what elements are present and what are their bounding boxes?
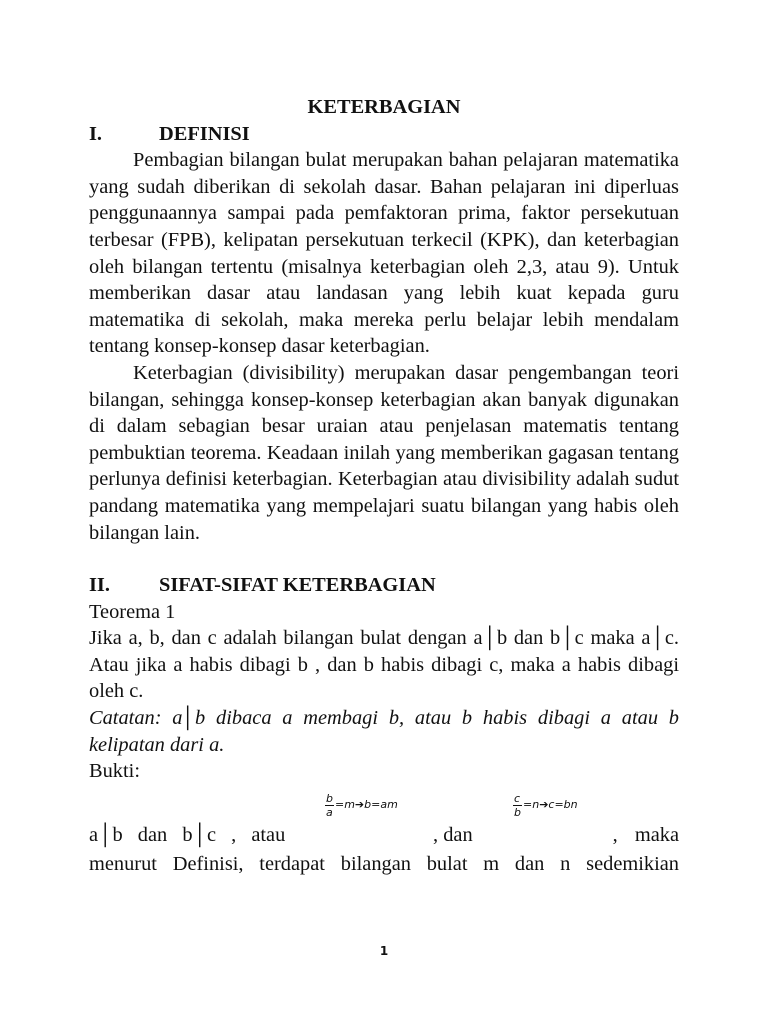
fraction-bar [513, 805, 522, 806]
spacer [89, 546, 679, 572]
equation-text [89, 822, 679, 849]
equation-line [89, 793, 679, 851]
equation-text-1: a│b dan b│c , atau [89, 823, 286, 846]
fraction-bar [325, 805, 334, 806]
equation-part-1 [89, 822, 301, 849]
fraction-b-over-a [325, 791, 398, 819]
fraction-denominator: a [326, 805, 333, 819]
fraction-numerator: c [514, 791, 521, 805]
theorem-label: Teorema 1 [89, 600, 176, 623]
equation-part-3: , maka [612, 823, 679, 846]
fraction-numerator: b [326, 791, 333, 805]
equation-part-2: , dan [433, 823, 473, 846]
section-heading-definisi [89, 121, 679, 148]
document-body [89, 94, 679, 877]
theorem-statement: Jika a, b, dan c adalah bilangan bulat dengan a│b dan b│c maka a│c. Atau jika a habis dibagi b , dan b habis dibagi c, maka a habis dibagi oleh c. [89, 627, 679, 703]
fraction-rest: =m➔b=am [335, 797, 398, 811]
note: Catatan: a│b dibaca a membagi b, atau b habis dibagi a atau b kelipatan dari a. [89, 707, 679, 756]
paragraph: Pembagian bilangan bulat merupakan bahan pelajaran matematika yang sudah diberikan di sekolah dasar. Bahan pelajaran ini diperluas penggunaannya sampai pada pemfaktoran prima, faktor persekutuan terbesar (FPB), kelipatan persekutuan terkecil (KPK), dan keterbagian oleh bilangan tertentu (misalnya keterbagian oleh 2,3, atau 9). Untuk memberikan dasar atau landasan yang lebih kuat kepada guru matematika di sekolah, maka mereka perlu belajar lebih mendalam tentang konsep-konsep dasar keterbagian. [89, 149, 679, 358]
section-number: I. [89, 122, 103, 145]
section-title: SIFAT-SIFAT KETERBAGIAN [159, 574, 436, 597]
paragraph: Keterbagian (divisibility) merupakan dasar pengembangan teori bilangan, sehingga konsep-konsep keterbagian akan banyak digunakan di dalam sebagian besar uraian atau penjelasan matematis tentang pembuktian teorema. Keadaan inilah yang memberikan gagasan tentang perlunya definisi keterbagian. Keterbagian atau divisibility adalah sudut pandang matematika yang mempelajari suatu bilangan yang habis oleh bilangan lain. [89, 361, 679, 544]
section-number: II. [89, 574, 110, 597]
fraction-c-over-b [513, 791, 578, 819]
proof-label: Bukti: [89, 760, 140, 783]
page-number: 1 [379, 944, 389, 958]
section-title: DEFINISI [159, 122, 250, 145]
paragraph-last-line: menurut Definisi, terdapat bilangan bulat m dan n sedemikian [89, 852, 679, 875]
section-heading-sifat [89, 572, 679, 599]
document-title: KETERBAGIAN [307, 96, 461, 118]
fraction-rest: =n➔c=bn [523, 797, 578, 811]
fraction-denominator: b [514, 805, 521, 819]
